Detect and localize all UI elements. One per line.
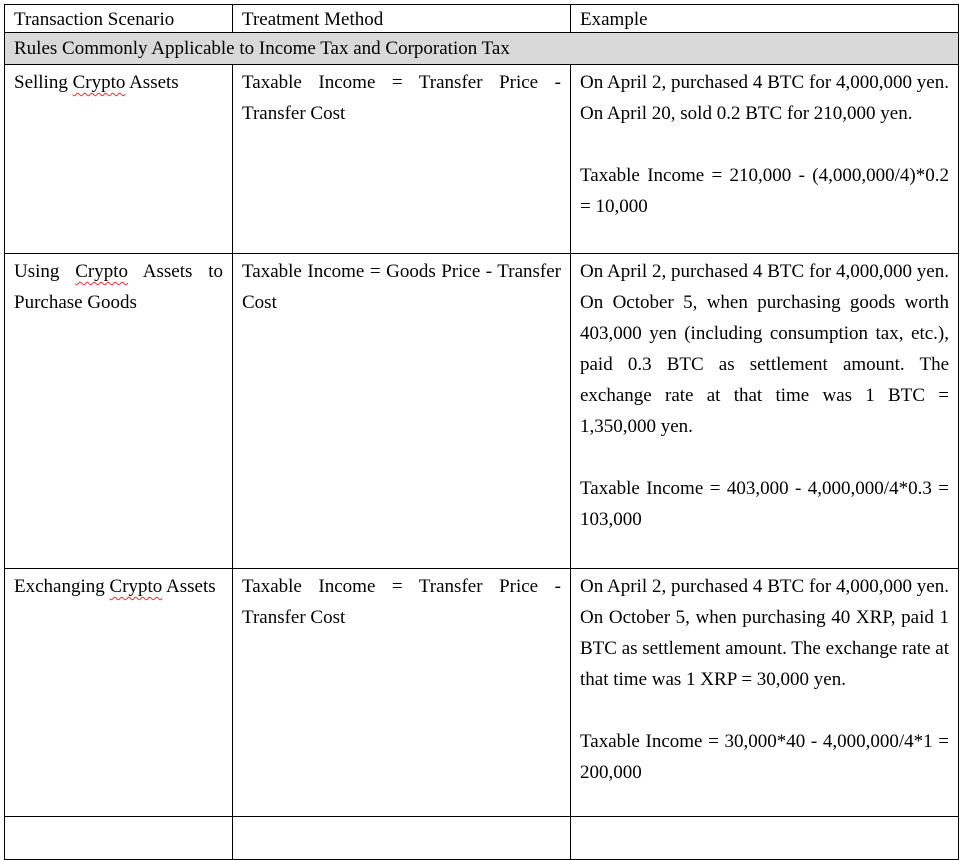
method-cell: [233, 569, 571, 817]
example-cell: [571, 569, 959, 817]
table-row: [5, 254, 959, 569]
example-cell: [571, 254, 959, 569]
scenario-text: Assets to Purchase Goods: [14, 261, 223, 313]
header-treatment-method: Treatment Method: [233, 5, 571, 33]
header-transaction-scenario: Transaction Scenario: [5, 5, 233, 33]
scenario-text: Using: [14, 261, 76, 282]
example-formula: Taxable Income = 210,000 - (4,000,000/4)*0.2 = 10,000: [580, 165, 949, 217]
table-row-partial: [5, 817, 959, 860]
crypto-tax-table: [4, 4, 959, 860]
table-row: [5, 569, 959, 817]
table-row: [5, 65, 959, 254]
spellcheck-squiggle-word: Crypto: [109, 576, 163, 597]
scenario-text: Assets: [162, 576, 216, 597]
spellcheck-squiggle-word: Crypto: [75, 261, 128, 282]
method-cell-empty: [233, 817, 571, 860]
scenario-cell: [5, 569, 233, 817]
scenario-text: Exchanging: [14, 576, 110, 597]
blank-line: [580, 129, 949, 160]
method-text: Taxable Income = Goods Price - Transfer Cost: [242, 261, 561, 313]
example-cell-empty: [571, 817, 959, 860]
scenario-cell: [5, 254, 233, 569]
example-formula: Taxable Income = 403,000 - 4,000,000/4*0.3 = 103,000: [580, 478, 949, 530]
scenario-cell: [5, 65, 233, 254]
method-text: Taxable Income = Transfer Price - Transfer Cost: [242, 576, 561, 628]
scenario-cell-empty: [5, 817, 233, 860]
table-header-row: [5, 5, 959, 33]
spellcheck-squiggle-word: Crypto: [72, 72, 126, 93]
method-cell: [233, 254, 571, 569]
scenario-text: Selling: [14, 72, 73, 93]
example-cell: [571, 65, 959, 254]
method-text: Taxable Income = Transfer Price - Transfer Cost: [242, 72, 561, 124]
section-row: [5, 33, 959, 65]
blank-line: [580, 695, 949, 726]
example-formula: Taxable Income = 30,000*40 - 4,000,000/4*1 = 200,000: [580, 731, 949, 783]
example-paragraph: On April 2, purchased 4 BTC for 4,000,000 yen. On April 20, sold 0.2 BTC for 210,000 yen.: [580, 72, 949, 124]
section-row-label: Rules Commonly Applicable to Income Tax and Corporation Tax: [5, 33, 959, 65]
blank-line: [580, 442, 949, 473]
example-paragraph: On April 2, purchased 4 BTC for 4,000,000 yen. On October 5, when purchasing 40 XRP, paid 1 BTC as settlement amount. The exchange rate at that time was 1 XRP = 30,000 yen.: [580, 576, 949, 690]
example-paragraph: On April 2, purchased 4 BTC for 4,000,000 yen. On October 5, when purchasing goods worth 403,000 yen (including consumption tax, etc.), paid 0.3 BTC as settlement amount. The exchange rate at that time was 1 BTC = 1,350,000 yen.: [580, 261, 949, 437]
header-example: Example: [571, 5, 959, 33]
scenario-text: Assets: [125, 72, 179, 93]
method-cell: [233, 65, 571, 254]
